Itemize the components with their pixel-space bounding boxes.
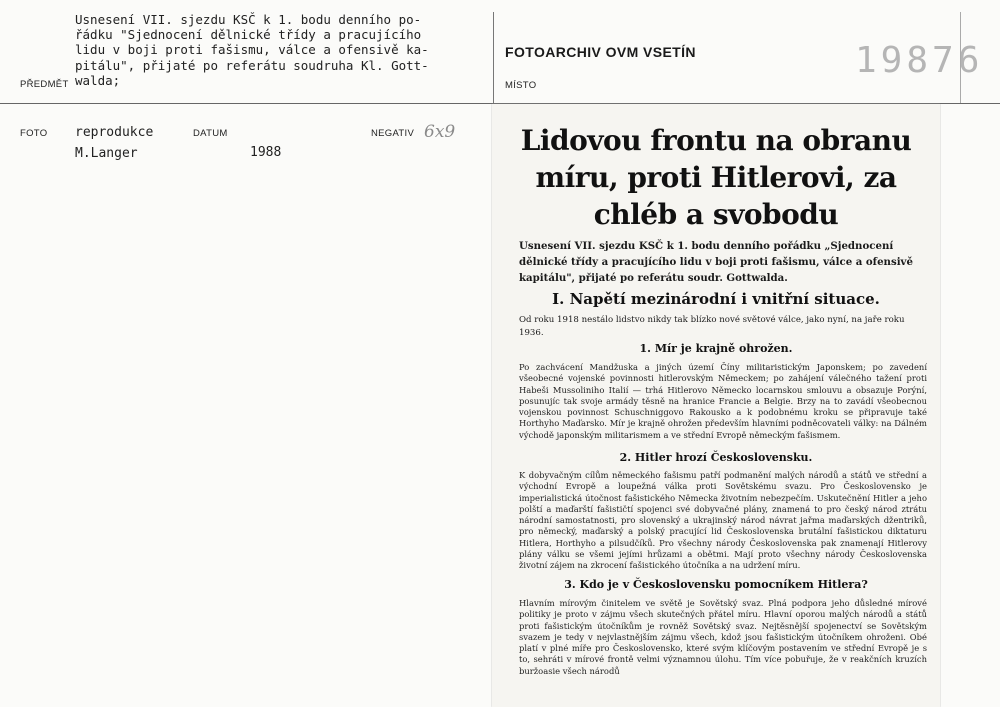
- header-divider: [493, 12, 494, 104]
- subsection-heading: 2. Hitler hrozí Československu.: [619, 451, 813, 464]
- place-label: MÍSTO: [505, 80, 537, 91]
- negativ-label: NEGATIV: [371, 128, 415, 139]
- foto-value: reprodukce M.Langer: [75, 125, 154, 161]
- subsection-text: K dobyvačným cílům německého fašismu patří podmanění malých národů a států ve střední a východní Evropě a loupežná válka proti Sovětskému svazu. Pro Československo je imperialistická útočnost fašistického Německa životním nebezpečím. Uskutečnění Hitler a jeho polští a maďarští fašističtí spojenci své dobyvačné plány, znamená to pro český národ ztrátu národní samostatnosti, pro slovenský a ukrajinský národ návrat jařma maďarských džentriků, pro německý, maďarský a polský pracující lid Československa brutální fašistickou diktaturu Hitlera, Horthyho a pilsudčíků. Pro všechny národy Československa pak znamenají Hitlerovy plány válku se všemi jejími hrůzami a obětmi. Mají proto všechny národy Československa životní zájem na zkrocení fašistického útočníka a na udržení míru.: [519, 470, 927, 571]
- archive-number-stamp: 19876: [855, 40, 984, 81]
- subsection-text: Hlavním mírovým činitelem ve světě je Sovětský svaz. Plná podpora jeho důsledné mírové politiky je proto v zájmu všech skutečných přátel míru. Hlavní oporou malých národů a států proti fašistickým útočníkům je rovněž Sovětský svaz. Nejtěsnější spojenectví se Sovětským svazem je tedy v nejvlastnějším zájmu všech, kdož jsou fašistickým útočníkem ohroženi. Obé platí v plné míře pro Československo, které svým klíčovým postavením ve střední Evropě je s to, sehráti v mírové frontě velmi významnou úlohu. Tím více pobuřuje, že v reakčních kruzích buržoasie všech národů: [519, 598, 927, 676]
- clipping-title: Lidovou frontu na obranu míru, proti Hitlerovi, za chléb a svobodu: [520, 124, 912, 231]
- archive-name: FOTOARCHIV OVM VSETÍN: [505, 44, 696, 60]
- clipping-intro: Usnesení VII. sjezdu KSČ k 1. bodu denního pořádku „Sjednocení dělnické třídy a pracujícího lidu v boji proti fašismu, válce a ofensivě kapitálu", přijaté po referátu soudr. Gottwalda.: [519, 240, 913, 284]
- datum-value: 1988: [250, 145, 282, 160]
- datum-label: DATUM: [193, 128, 228, 139]
- subject-text: Usnesení VII. sjezdu KSČ k 1. bodu denního po- řádku "Sjednocení dělnické třídy a pracujícího lidu v boji proti fašismu, válce a ofensivě ka- pitálu", přijaté po referátu soudruha Kl. Gott- walda;: [75, 12, 429, 88]
- subject-label: PŘEDMĚT: [20, 79, 69, 90]
- section-heading: I. Napětí mezinárodní i vnitřní situace.: [552, 290, 880, 308]
- header-divider-right: [960, 12, 961, 104]
- subsection-heading: 1. Mír je krajně ohrožen.: [639, 342, 793, 355]
- subsection-text: Po zachvácení Mandžuska a jiných území Číny militaristickým Japonskem; po zavedení všeobecné vojenské povinnosti hitlerovským Německem; po zahájení válečného tažení proti Habeši Mussoliniho Italií — trhá Hitlerovo Německo locarnskou smlouvu a obsazuje Porýní, posunujíc tak svoje armády těsně na hranice Francie a Belgie. Brzy na to zavádí všeobecnou vojenskou povinnost Schuschniggovo Rakousko a k podobnému kroku se připravuje také Horthyho Maďarsko. Mír je krajně ohrožen především hlavními podněcovateli války: na Dálném východě japonským militarismem a ve střední Evropě německým fašismem.: [519, 362, 927, 440]
- section-intro: Od roku 1918 nestálo lidstvo nikdy tak blízko nové světové válce, jako nyní, na jaře roku 1936.: [519, 315, 905, 338]
- foto-label: FOTO: [20, 128, 48, 139]
- negativ-value: 6x9: [424, 122, 456, 142]
- subsection-heading: 3. Kdo je v Československu pomocníkem Hitlera?: [564, 578, 868, 591]
- newspaper-clipping: [492, 104, 940, 707]
